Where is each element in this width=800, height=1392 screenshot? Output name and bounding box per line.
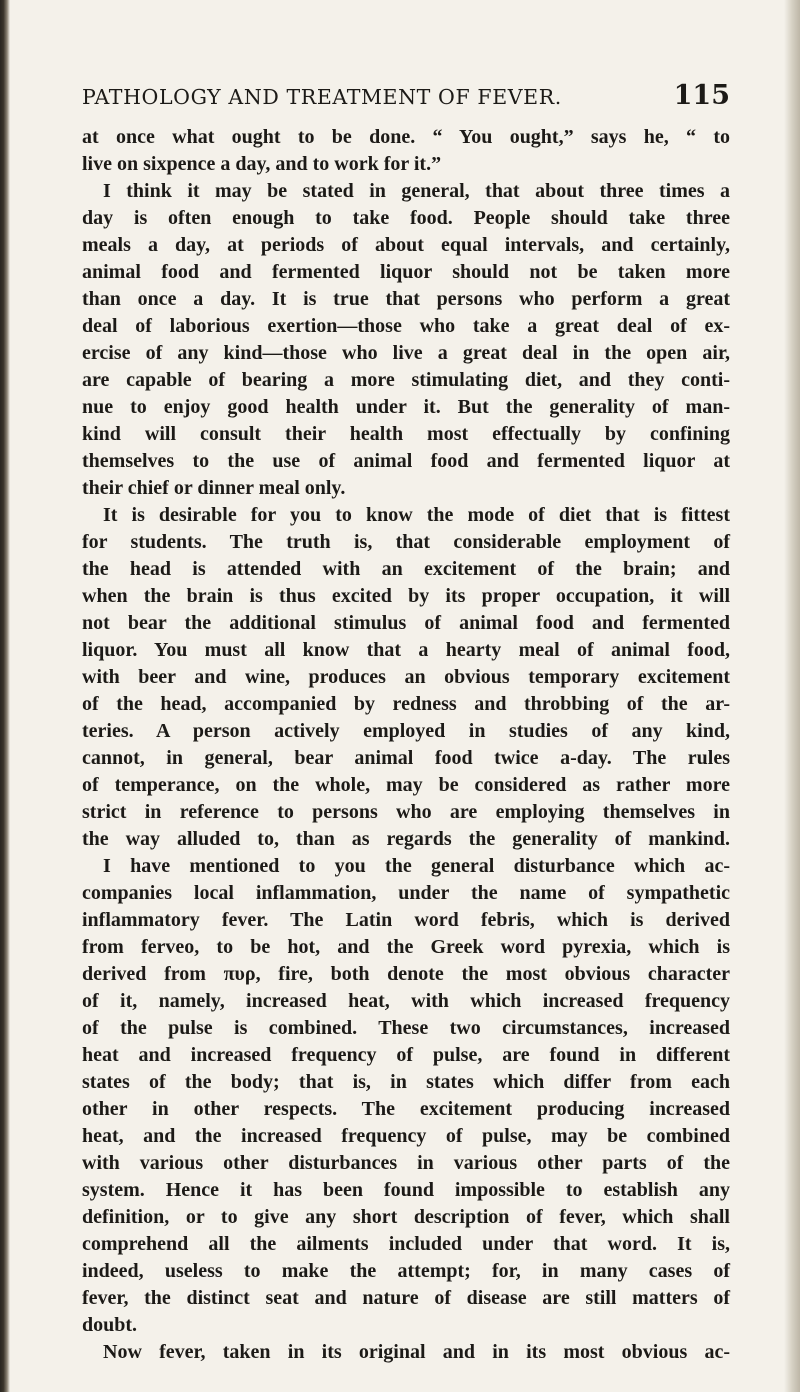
text-line: kind will consult their health most effectually by confining [82,423,730,445]
text-line: with beer and wine, produces an obvious temporary excitement [82,666,730,688]
text-line: inflammatory fever. The Latin word febris, which is derived [82,909,730,931]
text-line: themselves to the use of animal food and fermented liquor at [82,450,730,472]
text-line: at once what ought to be done. “ You ought,” says he, “ to [82,126,730,148]
text-line: doubt. [82,1314,138,1336]
text-line: of the pulse is combined. These two circumstances, increased [82,1017,730,1039]
text-line: heat and increased frequency of pulse, are found in different [82,1044,730,1066]
book-page [82,80,730,1366]
page-edge-shadow [784,0,800,1392]
text-line: the way alluded to, than as regards the generality of mankind. [82,828,730,850]
text-line: strict in reference to persons who are employing themselves in [82,801,730,823]
text-line: when the brain is thus excited by its proper occupation, it will [82,585,730,607]
text-line: system. Hence it has been found impossible to establish any [82,1179,730,1201]
text-line: deal of laborious exertion—those who take a great deal of ex- [82,315,730,337]
text-line: Now fever, taken in its original and in its most obvious ac- [103,1341,730,1363]
text-line: are capable of bearing a more stimulating diet, and they conti- [82,369,730,391]
text-line: cannot, in general, bear animal food twice a-day. The rules [82,747,730,769]
text-line: day is often enough to take food. People should take three [82,207,730,229]
text-line: the head is attended with an excitement of the brain; and [82,558,730,580]
text-line: than once a day. It is true that persons who perform a great [82,288,730,310]
text-line: I think it may be stated in general, that about three times a [103,180,730,202]
page-number: 115 [673,80,730,111]
text-line: of it, namely, increased heat, with which increased frequency [82,990,730,1012]
text-line: nue to enjoy good health under it. But the generality of man- [82,396,730,418]
running-title: PATHOLOGY AND TREATMENT OF FEVER. [82,85,562,109]
text-line: ercise of any kind—those who live a great deal in the open air, [82,342,730,364]
text-line: meals a day, at periods of about equal intervals, and certainly, [82,234,730,256]
text-line: states of the body; that is, in states which differ from each [82,1071,730,1093]
text-line: comprehend all the ailments included under that word. It is, [82,1233,730,1255]
text-line: liquor. You must all know that a hearty meal of animal food, [82,639,730,661]
text-line: teries. A person actively employed in studies of any kind, [82,720,730,742]
text-line: of the head, accompanied by redness and throbbing of the ar- [82,693,730,715]
text-line: fever, the distinct seat and nature of disease are still matters of [82,1287,730,1309]
text-line: derived from πυρ, fire, both denote the most obvious character [82,963,730,985]
text-line: their chief or dinner meal only. [82,477,346,499]
text-line: other in other respects. The excitement producing increased [82,1098,730,1120]
text-line: with various other disturbances in various other parts of the [82,1152,730,1174]
text-line: companies local inflammation, under the name of sympathetic [82,882,730,904]
text-line: for students. The truth is, that considerable employment of [82,531,730,553]
text-line: not bear the additional stimulus of animal food and fermented [82,612,730,634]
text-line: animal food and fermented liquor should not be taken more [82,261,730,283]
text-line: heat, and the increased frequency of pulse, may be combined [82,1125,730,1147]
page-binding-shadow [0,0,10,1392]
text-line: I have mentioned to you the general disturbance which ac- [103,855,730,877]
text-line: from ferveo, to be hot, and the Greek word pyrexia, which is [82,936,730,958]
text-line: live on sixpence a day, and to work for it.” [82,153,442,175]
text-line: of temperance, on the whole, may be considered as rather more [82,774,730,796]
running-header [82,80,730,122]
body-text [82,124,730,1366]
text-line: definition, or to give any short description of fever, which shall [82,1206,730,1228]
text-line: indeed, useless to make the attempt; for, in many cases of [82,1260,730,1282]
text-line: It is desirable for you to know the mode of diet that is fittest [103,504,730,526]
